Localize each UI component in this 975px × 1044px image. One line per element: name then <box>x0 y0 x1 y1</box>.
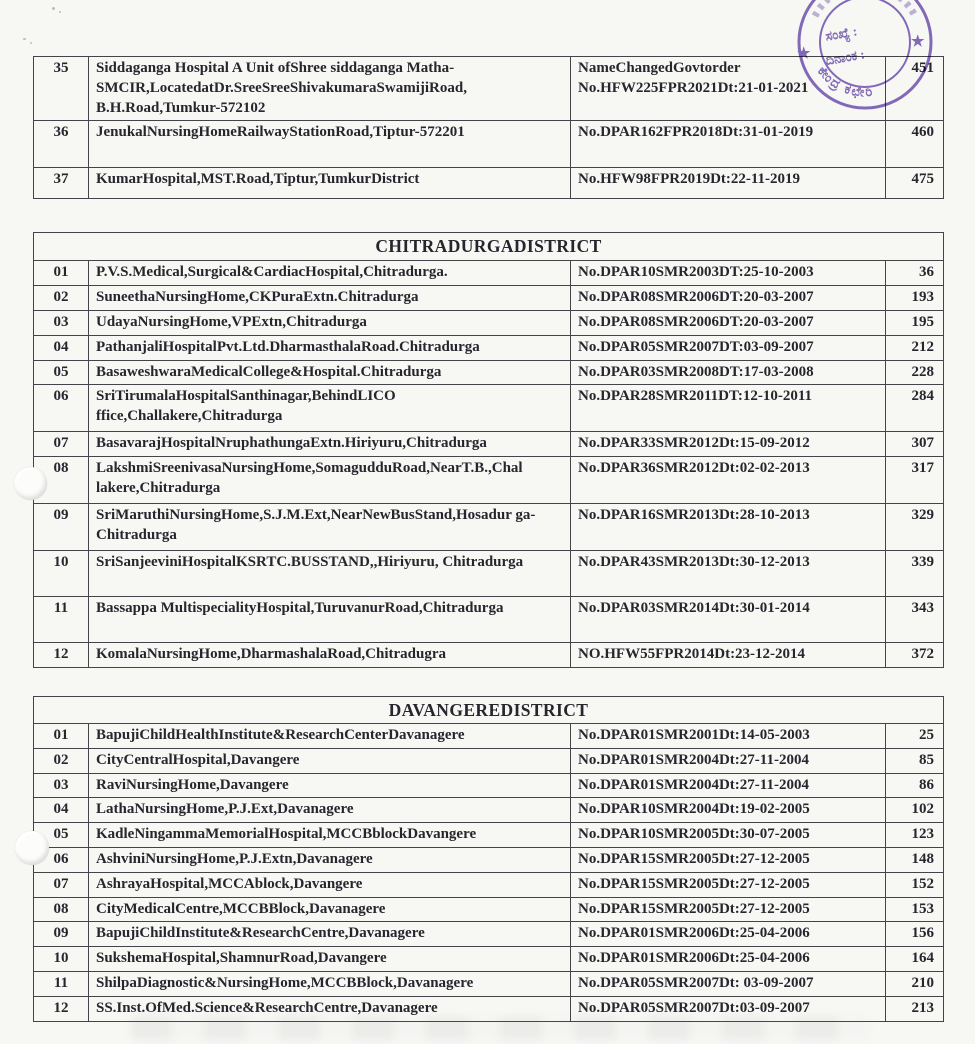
page-number-cell: 213 <box>886 996 944 1021</box>
hospital-name-cell: SriTirumalaHospitalSanthinagar,BehindLICO ffice,Challakere,Chitradurga <box>89 385 571 432</box>
serial-cell: 02 <box>34 286 89 311</box>
page-number-cell: 228 <box>886 360 944 385</box>
star-icon: ★ <box>797 46 811 62</box>
hospital-name-cell: AshviniNursingHome,P.J.Extn,Davanagere <box>89 847 571 872</box>
hospital-name-cell: RaviNursingHome,Davangere <box>89 773 571 798</box>
stamp-date-label: ದಿನಾಂಕ : <box>824 46 866 69</box>
hospital-name-cell: SuneethaNursingHome,CKPuraExtn.Chitradurga <box>89 286 571 311</box>
davangere-district-table <box>33 696 944 1022</box>
order-number-cell: No.DPAR16SMR2013Dt:28-10-2013 <box>571 504 886 551</box>
table-row <box>34 947 944 972</box>
order-number-cell: No.DPAR05SMR2007Dt: 03-09-2007 <box>571 971 886 996</box>
punch-hole <box>15 831 49 865</box>
table-row <box>34 724 944 749</box>
table-row <box>34 597 944 643</box>
page-number-cell: 284 <box>886 385 944 432</box>
hospital-name-cell: BapujiChildInstitute&ResearchCentre,Davanagere <box>89 922 571 947</box>
serial-cell: 37 <box>34 168 89 199</box>
page-number-cell: 36 <box>886 261 944 286</box>
order-number-cell: NO.HFW55FPR2014Dt:23-12-2014 <box>571 643 886 668</box>
serial-cell: 01 <box>34 261 89 286</box>
serial-cell: 04 <box>34 335 89 360</box>
page-number-cell: 460 <box>886 121 944 168</box>
table-row <box>34 432 944 457</box>
page-number-cell: 123 <box>886 823 944 848</box>
district-header: CHITRADURGADISTRICT <box>34 233 944 261</box>
page-number-cell: 193 <box>886 286 944 311</box>
table-row <box>34 773 944 798</box>
order-number-cell: No.DPAR08SMR2006DT:20-03-2007 <box>571 311 886 336</box>
tumkur-continuation-table <box>33 56 944 199</box>
page-number-cell: 210 <box>886 971 944 996</box>
table-row <box>34 360 944 385</box>
order-number-cell: No.DPAR05SMR2007Dt:03-09-2007 <box>571 996 886 1021</box>
table-row <box>34 971 944 996</box>
stamp-number-label: ಸಂಖ್ಯೆ : <box>824 23 859 44</box>
serial-cell: 08 <box>34 457 89 504</box>
order-number-cell: No.DPAR36SMR2012Dt:02-02-2013 <box>571 457 886 504</box>
order-number-cell: No.DPAR03SMR2008DT:17-03-2008 <box>571 360 886 385</box>
star-icon: ★ <box>911 34 925 50</box>
table-row <box>34 57 944 121</box>
hospital-name-cell: UdayaNursingHome,VPExtn,Chitradurga <box>89 311 571 336</box>
table-row <box>34 335 944 360</box>
stamp-ring-text: ಕೇಂದ್ರ ಕಛೇರಿ <box>814 63 875 100</box>
order-number-cell: No.DPAR10SMR2004Dt:19-02-2005 <box>571 798 886 823</box>
hospital-name-cell: KomalaNursingHome,DharmashalaRoad,Chitradugra <box>89 643 571 668</box>
hospital-name-cell: CityCentralHospital,Davangere <box>89 748 571 773</box>
hospital-name-cell: Siddaganga Hospital A Unit ofShree siddaganga Matha-SMCIR,LocatedatDr.SreeSreeShivakumaraSwamijiRoad, B.H.Road,Tumkur-572102 <box>89 57 571 121</box>
table-row <box>34 897 944 922</box>
serial-cell: 10 <box>34 551 89 597</box>
order-number-cell: NameChangedGovtorder No.HFW225FPR2021Dt:21-01-2021 <box>571 57 886 121</box>
serial-cell: 07 <box>34 872 89 897</box>
hospital-name-cell: AshrayaHospital,MCCAblock,Davangere <box>89 872 571 897</box>
serial-cell: 02 <box>34 748 89 773</box>
table-row <box>34 286 944 311</box>
order-number-cell: No.DPAR08SMR2006DT:20-03-2007 <box>571 286 886 311</box>
scan-artifact-dot <box>52 7 55 10</box>
order-number-cell: No.DPAR10SMR2005Dt:30-07-2005 <box>571 823 886 848</box>
order-number-cell: No.DPAR28SMR2011DT:12-10-2011 <box>571 385 886 432</box>
serial-cell: 01 <box>34 724 89 749</box>
order-number-cell: No.DPAR01SMR2001Dt:14-05-2003 <box>571 724 886 749</box>
table-body <box>34 57 944 199</box>
hospital-name-cell: SriMaruthiNursingHome,S.J.M.Ext,NearNewBusStand,Hosadur ga-Chitradurga <box>89 504 571 551</box>
hospital-name-cell: KumarHospital,MST.Road,Tiptur,TumkurDistrict <box>89 168 571 199</box>
stamp-arc-lettering <box>815 0 915 16</box>
table-row <box>34 823 944 848</box>
page-number-cell: 25 <box>886 724 944 749</box>
table-row <box>34 457 944 504</box>
hospital-name-cell: KadleNingammaMemorialHospital,MCCBblockDavangere <box>89 823 571 848</box>
table-row <box>34 551 944 597</box>
table-row <box>34 385 944 432</box>
page-number-cell: 148 <box>886 847 944 872</box>
hospital-name-cell: BasaweshwaraMedicalCollege&Hospital.Chitradurga <box>89 360 571 385</box>
page-number-cell: 317 <box>886 457 944 504</box>
page-number-cell: 329 <box>886 504 944 551</box>
scan-artifact-dot <box>30 42 32 44</box>
serial-cell: 11 <box>34 971 89 996</box>
table-row <box>34 798 944 823</box>
page-number-cell: 102 <box>886 798 944 823</box>
serial-cell: 09 <box>34 922 89 947</box>
order-number-cell: No.DPAR01SMR2006Dt:25-04-2006 <box>571 922 886 947</box>
order-number-cell: No.DPAR43SMR2013Dt:30-12-2013 <box>571 551 886 597</box>
chitradurga-district-table <box>33 232 944 668</box>
scan-artifact-dot <box>59 11 61 13</box>
page-number-cell: 212 <box>886 335 944 360</box>
table-row <box>34 311 944 336</box>
serial-cell: 04 <box>34 798 89 823</box>
serial-cell: 08 <box>34 897 89 922</box>
hospital-name-cell: ShilpaDiagnostic&NursingHome,MCCBBlock,Davanagere <box>89 971 571 996</box>
page-number-cell: 153 <box>886 897 944 922</box>
district-header: DAVANGEREDISTRICT <box>34 697 944 724</box>
punch-hole <box>14 467 47 500</box>
hospital-name-cell: BapujiChildHealthInstitute&ResearchCenterDavanagere <box>89 724 571 749</box>
page-number-cell: 339 <box>886 551 944 597</box>
order-number-cell: No.DPAR15SMR2005Dt:27-12-2005 <box>571 847 886 872</box>
serial-cell: 10 <box>34 947 89 972</box>
hospital-name-cell: PathanjaliHospitalPvt.Ltd.DharmasthalaRoad.Chitradurga <box>89 335 571 360</box>
order-number-cell: No.DPAR01SMR2006Dt:25-04-2006 <box>571 947 886 972</box>
serial-cell: 11 <box>34 597 89 643</box>
table-row <box>34 643 944 668</box>
page-number-cell: 343 <box>886 597 944 643</box>
hospital-name-cell: BasavarajHospitalNruphathungaExtn.Hiriyuru,Chitradurga <box>89 432 571 457</box>
page-number-cell: 195 <box>886 311 944 336</box>
page-number-cell: 372 <box>886 643 944 668</box>
page-number-cell: 164 <box>886 947 944 972</box>
order-number-cell: No.DPAR15SMR2005Dt:27-12-2005 <box>571 872 886 897</box>
hospital-name-cell: CityMedicalCentre,MCCBBlock,Davanagere <box>89 897 571 922</box>
order-number-cell: No.DPAR05SMR2007DT:03-09-2007 <box>571 335 886 360</box>
page-bleed-through <box>130 1016 870 1040</box>
order-number-cell: No.DPAR162FPR2018Dt:31-01-2019 <box>571 121 886 168</box>
table-row <box>34 261 944 286</box>
hospital-name-cell: SukshemaHospital,ShamnurRoad,Davangere <box>89 947 571 972</box>
serial-cell: 06 <box>34 385 89 432</box>
serial-cell: 09 <box>34 504 89 551</box>
order-number-cell: No.DPAR15SMR2005Dt:27-12-2005 <box>571 897 886 922</box>
scan-artifact-dot <box>23 38 26 40</box>
page-number-cell: 156 <box>886 922 944 947</box>
hospital-name-cell: Bassappa MultispecialityHospital,TuruvanurRoad,Chitradurga <box>89 597 571 643</box>
table-row <box>34 748 944 773</box>
hospital-name-cell: JenukalNursingHomeRailwayStationRoad,Tiptur-572201 <box>89 121 571 168</box>
serial-cell: 07 <box>34 432 89 457</box>
hospital-name-cell: LakshmiSreenivasaNursingHome,SomagudduRoad,NearT.B.,Chal lakere,Chitradurga <box>89 457 571 504</box>
page-number-cell: 475 <box>886 168 944 199</box>
serial-cell: 35 <box>34 57 89 121</box>
order-number-cell: No.DPAR33SMR2012Dt:15-09-2012 <box>571 432 886 457</box>
serial-cell: 03 <box>34 311 89 336</box>
hospital-name-cell: SriSanjeeviniHospitalKSRTC.BUSSTAND,,Hiriyuru, Chitradurga <box>89 551 571 597</box>
page-number-cell: 86 <box>886 773 944 798</box>
table-row <box>34 847 944 872</box>
hospital-name-cell: P.V.S.Medical,Surgical&CardiacHospital,Chitradurga. <box>89 261 571 286</box>
hospital-name-cell: LathaNursingHome,P.J.Ext,Davanagere <box>89 798 571 823</box>
table-body <box>34 724 944 1022</box>
order-number-cell: No.DPAR01SMR2004Dt:27-11-2004 <box>571 748 886 773</box>
serial-cell: 03 <box>34 773 89 798</box>
serial-cell: 06 <box>34 847 89 872</box>
page-number-cell: 451 <box>886 57 944 121</box>
serial-cell: 36 <box>34 121 89 168</box>
serial-cell: 05 <box>34 360 89 385</box>
order-number-cell: No.HFW98FPR2019Dt:22-11-2019 <box>571 168 886 199</box>
serial-cell: 12 <box>34 643 89 668</box>
page-number-cell: 307 <box>886 432 944 457</box>
order-number-cell: No.DPAR03SMR2014Dt:30-01-2014 <box>571 597 886 643</box>
table-row <box>34 872 944 897</box>
table-row <box>34 121 944 168</box>
table-body <box>34 261 944 668</box>
table-row <box>34 168 944 199</box>
hospital-name-cell: SS.Inst.OfMed.Science&ResearchCentre,Davanagere <box>89 996 571 1021</box>
order-number-cell: No.DPAR01SMR2004Dt:27-11-2004 <box>571 773 886 798</box>
page-number-cell: 85 <box>886 748 944 773</box>
page-number-cell: 152 <box>886 872 944 897</box>
table-row <box>34 922 944 947</box>
serial-cell: 05 <box>34 823 89 848</box>
order-number-cell: No.DPAR10SMR2003DT:25-10-2003 <box>571 261 886 286</box>
serial-cell: 12 <box>34 996 89 1021</box>
table-row <box>34 504 944 551</box>
